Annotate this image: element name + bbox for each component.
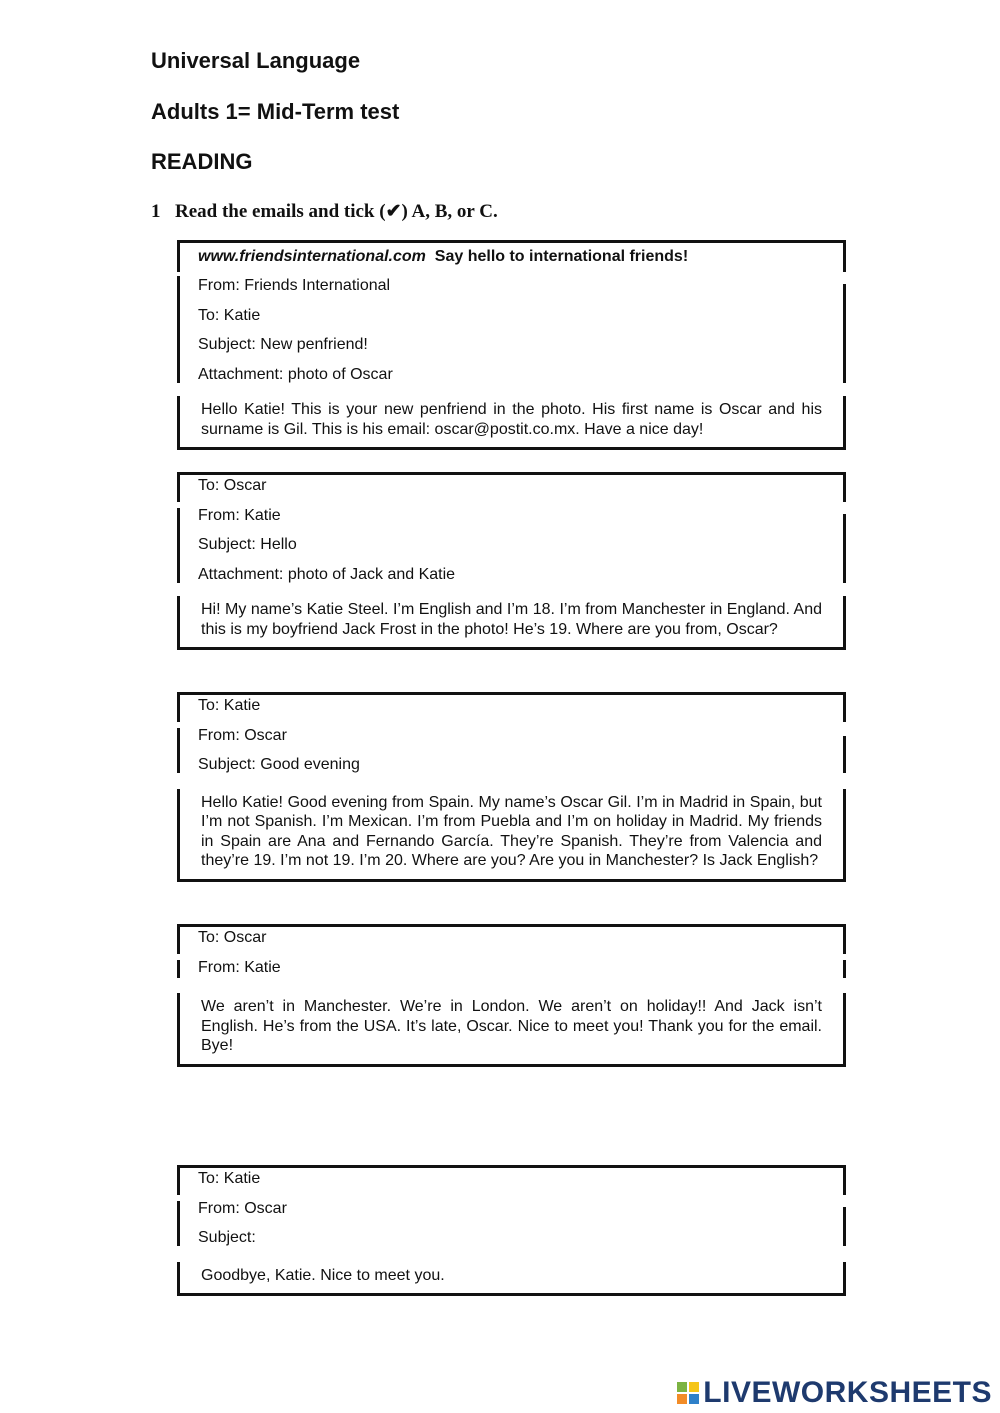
email-card (177, 1165, 846, 1296)
site-url: www.friendsinternational.com (198, 248, 426, 265)
section-heading: READING (151, 149, 253, 174)
exercise-number: 1 (151, 201, 161, 222)
logo-text: LIVEWORKSHEETS (703, 1376, 992, 1409)
email-field (177, 561, 846, 591)
email-site-header (177, 240, 846, 272)
document-title: Universal Language (151, 48, 361, 73)
liveworksheets-logo (677, 1376, 992, 1410)
email-field (177, 722, 846, 752)
document-subtitle: Adults 1= Mid-Term test (151, 99, 400, 124)
email-field (177, 751, 846, 781)
email-field (177, 954, 846, 984)
email-card (177, 924, 846, 1067)
email-field-text: Attachment: photo of Jack and Katie (198, 565, 456, 583)
email-field-text: From: Katie (198, 958, 281, 976)
exercise-instruction-text: Read the emails and tick (✔) A, B, or C. (175, 201, 498, 222)
email-body: Goodbye, Katie. Nice to meet you. (177, 1262, 846, 1297)
email-field (177, 1165, 846, 1195)
email-field (177, 502, 846, 532)
email-body: We aren’t in Manchester. We’re in London. We aren’t on holiday!! And Jack isn’t English. He’s from the USA. It’s late, Oscar. Nice to meet you! Thank you for the email. Bye! (177, 993, 846, 1067)
email-field (177, 361, 846, 391)
email-field-text: Subject: Hello (198, 536, 297, 553)
email-field-text: From: Oscar (198, 726, 287, 744)
email-body: Hi! My name’s Katie Steel. I’m English and I’m 18. I’m from Manchester in England. And this is my boyfriend Jack Frost in the photo! He’s 19. Where are you from, Oscar? (177, 596, 846, 650)
email-field (177, 302, 846, 332)
email-body: Hello Katie! Good evening from Spain. My name’s Oscar Gil. I’m in Madrid in Spain, but I’m not Spanish. I’m Mexican. I’m from Puebla and I’m on holiday in Madrid. My friends in Spain are Ana and Fernando García. They’re Spanish. They’re from Valencia and they’re 19. I’m not 19. I’m 20. Where are you? Are you in Manchester? Is Jack English? (177, 789, 846, 882)
email-card (177, 692, 846, 882)
email-field-text: From: Katie (198, 506, 281, 524)
email-field (177, 924, 846, 954)
email-field (177, 1195, 846, 1225)
exercise-instruction (151, 200, 498, 223)
email-field-text: To: Oscar (198, 929, 267, 946)
email-field-text: To: Katie (198, 1170, 261, 1187)
email-body: Hello Katie! This is your new penfriend in the photo. His first name is Oscar and his surname is Gil. This is his email: oscar@postit.co.mx. Have a nice day! (177, 396, 846, 450)
email-field-text: From: Friends International (198, 277, 391, 294)
logo-squares-icon (677, 1382, 699, 1404)
email-field-text: To: Katie (198, 697, 261, 714)
email-field-text: Subject: New penfriend! (198, 336, 368, 353)
email-field-text: Subject: (198, 1229, 256, 1246)
email-field (177, 472, 846, 502)
email-field (177, 1224, 846, 1254)
email-field (177, 692, 846, 722)
email-field-text: Subject: Good evening (198, 756, 360, 773)
email-card (177, 240, 846, 450)
email-field-text: To: Oscar (198, 477, 267, 494)
email-field (177, 272, 846, 302)
email-field (177, 331, 846, 361)
email-field-text: Attachment: photo of Oscar (198, 365, 393, 383)
email-field-text: From: Oscar (198, 1199, 287, 1217)
site-tagline: Say hello to international friends! (434, 248, 689, 265)
email-card (177, 472, 846, 650)
email-field (177, 531, 846, 561)
email-field-text: To: Katie (198, 306, 261, 324)
